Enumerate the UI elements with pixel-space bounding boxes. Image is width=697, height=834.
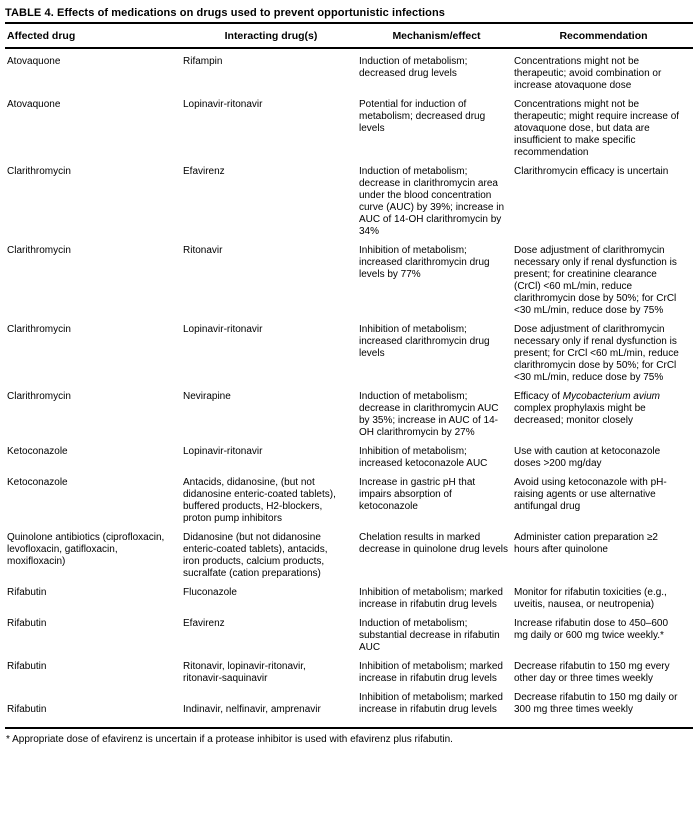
cell-interacting-drugs: Lopinavir-ritonavir (183, 446, 263, 457)
cell-recommendation: Concentrations might not be therapeutic; might require increase of atovaquone dose, but data are insufficient to make specific recommendation (514, 99, 680, 158)
table-row (5, 159, 693, 238)
cell-interacting-drugs: Fluconazole (183, 587, 237, 598)
recommendation-text-post: complex prophylaxis might be decreased; monitor closely (514, 403, 646, 426)
table-row (5, 654, 693, 685)
table-row (5, 685, 693, 727)
cell-recommendation: Use with caution at ketoconazole doses >200 mg/day (514, 446, 661, 469)
cell-recommendation: Administer cation preparation ≥2 hours after quinolone (514, 532, 658, 555)
cell-interacting-drugs: Nevirapine (183, 391, 231, 402)
col-header-affected-drug: Affected drug (5, 24, 183, 48)
cell-interacting-drugs: Efavirenz (183, 618, 225, 629)
table-row (5, 611, 693, 654)
cell-mechanism-effect: Inhibition of metabolism; increased clarithromycin drug levels by 77% (359, 245, 490, 280)
cell-affected-drug: Ketoconazole (7, 446, 68, 457)
cell-recommendation: Clarithromycin efficacy is uncertain (514, 166, 669, 177)
cell-mechanism-effect: Increase in gastric pH that impairs absorption of ketoconazole (359, 477, 476, 512)
cell-affected-drug: Rifabutin (7, 661, 47, 672)
cell-affected-drug: Rifabutin (7, 587, 47, 598)
cell-interacting-drugs: Ritonavir, lopinavir-ritonavir, ritonavir-saquinavir (183, 661, 306, 684)
col-header-recommendation: Recommendation (514, 24, 693, 48)
cell-affected-drug: Atovaquone (7, 56, 61, 67)
cell-mechanism-effect: Inhibition of metabolism; increased clarithromycin drug levels (359, 324, 490, 359)
interactions-table (5, 24, 693, 727)
cell-mechanism-effect: Induction of metabolism; decrease in clarithromycin AUC by 35%; increase in AUC of 14-OH clarithromycin by 27% (359, 391, 499, 438)
table-row (5, 384, 693, 439)
col-header-mechanism-effect: Mechanism/effect (359, 24, 514, 48)
table-row (5, 48, 693, 92)
cell-affected-drug: Clarithromycin (7, 166, 71, 177)
cell-interacting-drugs: Efavirenz (183, 166, 225, 177)
cell-mechanism-effect: Inhibition of metabolism; marked increase in rifabutin drug levels (359, 692, 503, 715)
footnote: * Appropriate dose of efavirenz is uncertain if a protease inhibitor is used with efavirenz plus rifabutin. (6, 734, 453, 745)
cell-mechanism-effect: Potential for induction of metabolism; decreased drug levels (359, 99, 486, 134)
cell-affected-drug: Quinolone antibiotics (ciprofloxacin, levofloxacin, gatifloxacin, moxifloxacin) (7, 532, 165, 567)
cell-mechanism-effect: Chelation results in marked decrease in quinolone drug levels (359, 532, 508, 555)
cell-mechanism-effect: Inhibition of metabolism; increased ketoconazole AUC (359, 446, 488, 469)
cell-interacting-drugs: Ritonavir (183, 245, 223, 256)
cell-affected-drug: Ketoconazole (7, 477, 68, 488)
table-title: TABLE 4. Effects of medications on drugs used to prevent opportunistic infections (5, 7, 445, 19)
table-row (5, 439, 693, 470)
cell-affected-drug: Atovaquone (7, 99, 61, 110)
table-row (5, 580, 693, 611)
cell-interacting-drugs: Rifampin (183, 56, 223, 67)
species-name-italic: Mycobacterium avium (562, 391, 660, 402)
table-row (5, 525, 693, 580)
table-row (5, 317, 693, 384)
cell-recommendation: Avoid using ketoconazole with pH-raising agents or use alternative antifungal drug (514, 477, 667, 512)
cell-mechanism-effect: Inhibition of metabolism; marked increase in rifabutin drug levels (359, 661, 503, 684)
cell-mechanism-effect: Induction of metabolism; decreased drug levels (359, 56, 468, 79)
table-row (5, 238, 693, 317)
cell-recommendation: Decrease rifabutin to 150 mg every other day or three times weekly (514, 661, 670, 684)
cell-recommendation: Concentrations might not be therapeutic; avoid combination or increase atovaquone dose (514, 56, 662, 91)
cell-interacting-drugs: Lopinavir-ritonavir (183, 324, 263, 335)
table-row (5, 92, 693, 159)
cell-interacting-drugs: Didanosine (but not didanosine enteric-coated tablets), antacids, iron products, calcium products, sucralfate (cation preparations) (183, 532, 328, 579)
cell-mechanism-effect: Induction of metabolism; decrease in clarithromycin area under the blood concentration curve (AUC) by 39%; increase in AUC of 14-OH clarithromycin by 34% (359, 166, 505, 237)
cell-affected-drug: Clarithromycin (7, 324, 71, 335)
recommendation-text-pre: Efficacy of (514, 391, 563, 402)
cell-mechanism-effect: Inhibition of metabolism; marked increase in rifabutin drug levels (359, 587, 503, 610)
cell-affected-drug: Rifabutin (7, 618, 47, 629)
cell-recommendation: Increase rifabutin dose to 450–600 mg daily or 600 mg twice weekly.* (514, 618, 668, 641)
cell-interacting-drugs: Lopinavir-ritonavir (183, 99, 263, 110)
table-row (5, 470, 693, 525)
cell-affected-drug: Clarithromycin (7, 245, 71, 256)
cell-recommendation: Dose adjustment of clarithromycin necessary only if renal dysfunction is present; for creatinine clearance (CrCl) <60 mL/min, reduce clarithromycin dose by 50%; for CrCl <30 mL/min, reduce dose by 75% (514, 245, 677, 316)
cell-recommendation: Monitor for rifabutin toxicities (e.g., uveitis, nausea, or neutropenia) (514, 587, 667, 610)
header-row (5, 24, 693, 48)
cell-interacting-drugs: Indinavir, nelfinavir, amprenavir (183, 704, 321, 715)
cell-interacting-drugs: Antacids, didanosine, (but not didanosine enteric-coated tablets), buffered products, H2-blockers, proton pump inhibitors (183, 477, 336, 524)
cell-affected-drug: Rifabutin (7, 704, 47, 715)
col-header-interacting-drugs: Interacting drug(s) (183, 24, 359, 48)
cell-recommendation (514, 384, 693, 439)
cell-recommendation: Decrease rifabutin to 150 mg daily or 300 mg three times weekly (514, 692, 678, 715)
cell-affected-drug: Clarithromycin (7, 391, 71, 402)
cell-recommendation: Dose adjustment of clarithromycin necessary only if renal dysfunction is present; for CrCl <60 mL/min, reduce clarithromycin dose by 50%; for CrCl <30 mL/min, reduce dose by 75% (514, 324, 679, 383)
cell-mechanism-effect: Induction of metabolism; substantial decrease in rifabutin AUC (359, 618, 500, 653)
